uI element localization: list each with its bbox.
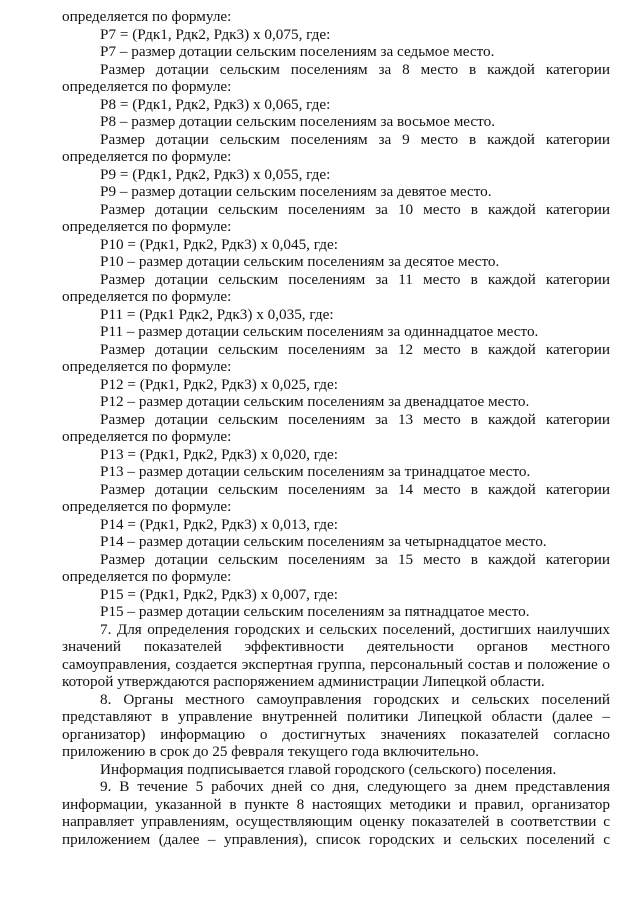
text-line: Р12 – размер дотации сельским поселениям за двенадцатое место. (100, 393, 530, 410)
text-line: информации, указанной в пункте 8 настоящих методики и правил, организатор (62, 795, 610, 813)
text-line: Р11 – размер дотации сельским поселениям за одиннадцатое место. (100, 323, 539, 340)
text-line: Р7 – размер дотации сельским поселениям за седьмое место. (100, 43, 495, 60)
text-line: Р7 = (Рдк1, Рдк2, Рдк3) х 0,075, где: (100, 25, 331, 43)
text-line: 9. В течение 5 рабочих дней со дня, следующего за днем представления (100, 778, 610, 795)
text-line: Р15 – размер дотации сельским поселениям за пятнадцатое место. (100, 603, 530, 620)
text-line: определяется по формуле: (62, 428, 232, 445)
text-line: Р15 = (Рдк1, Рдк2, Рдк3) х 0,007, где: (100, 585, 338, 603)
text-line: приложением (далее – управления), список городских и сельских поселений с (62, 830, 610, 848)
text-line: Размер дотации сельским поселениям за 10 место в каждой категории (100, 200, 610, 218)
document-page (62, 8, 610, 848)
text-line: определяется по формуле: (62, 218, 232, 235)
text-line: Р9 = (Рдк1, Рдк2, Рдк3) х 0,055, где: (100, 165, 331, 183)
text-line: самоуправления, создается экспертная группа, персональный состав и положение о (62, 655, 610, 673)
text-line: 7. Для определения городских и сельских поселений, достигших наилучших (100, 620, 610, 638)
text-line: определяется по формуле: (62, 358, 232, 375)
text-line: определяется по формуле: (62, 148, 232, 165)
text-line: Размер дотации сельским поселениям за 9 место в каждой категории (100, 130, 610, 148)
text-line: Информация подписывается главой городского (сельского) поселения. (100, 760, 557, 778)
text-line: Р14 – размер дотации сельским поселениям за четырнадцатое место. (100, 533, 547, 550)
text-line: направляет управлениям, осуществляющим оценку показателей в соответствии с (62, 813, 610, 830)
text-line: определяется по формуле: (62, 568, 232, 585)
text-line: Р14 = (Рдк1, Рдк2, Рдк3) х 0,013, где: (100, 515, 338, 533)
text-line: Размер дотации сельским поселениям за 8 место в каждой категории (100, 60, 610, 78)
text-line: Размер дотации сельским поселениям за 15 место в каждой категории (100, 550, 610, 568)
text-line: которой утверждаются распоряжением администрации Липецкой области. (62, 673, 545, 690)
text-line: представляют в управление внутренней политики Липецкой области (далее – (62, 708, 610, 725)
text-line: Р12 = (Рдк1, Рдк2, Рдк3) х 0,025, где: (100, 375, 338, 393)
text-line: 8. Органы местного самоуправления городских и сельских поселений (100, 690, 610, 708)
text-line: Р13 = (Рдк1, Рдк2, Рдк3) х 0,020, где: (100, 445, 338, 463)
text-line: Р10 = (Рдк1, Рдк2, Рдк3) х 0,045, где: (100, 235, 338, 253)
text-line: Размер дотации сельским поселениям за 11 место в каждой категории (100, 270, 610, 288)
text-line: определяется по формуле: (62, 288, 232, 305)
text-line: определяется по формуле: (62, 8, 232, 25)
text-line: значений показателей эффективности деятельности органов местного (62, 638, 610, 655)
text-line: Размер дотации сельским поселениям за 14 место в каждой категории (100, 480, 610, 498)
text-line: Р13 – размер дотации сельским поселениям за тринадцатое место. (100, 463, 531, 480)
text-line: Р8 = (Рдк1, Рдк2, Рдк3) х 0,065, где: (100, 95, 331, 113)
text-line: приложению в срок до 25 февраля текущего года включительно. (62, 743, 479, 760)
text-line: Р8 – размер дотации сельским поселениям за восьмое место. (100, 113, 495, 130)
text-line: определяется по формуле: (62, 498, 232, 515)
text-line: Р9 – размер дотации сельским поселениям за девятое место. (100, 183, 492, 200)
text-line: определяется по формуле: (62, 78, 232, 95)
text-line: Р11 = (Рдк1 Рдк2, Рдк3) х 0,035, где: (100, 305, 334, 323)
text-line: Размер дотации сельским поселениям за 12 место в каждой категории (100, 340, 610, 358)
text-line: Размер дотации сельским поселениям за 13 место в каждой категории (100, 410, 610, 428)
text-line: Р10 – размер дотации сельским поселениям за десятое место. (100, 253, 500, 270)
text-line: организатор) информацию о достигнутых значениях показателей согласно (62, 725, 610, 743)
